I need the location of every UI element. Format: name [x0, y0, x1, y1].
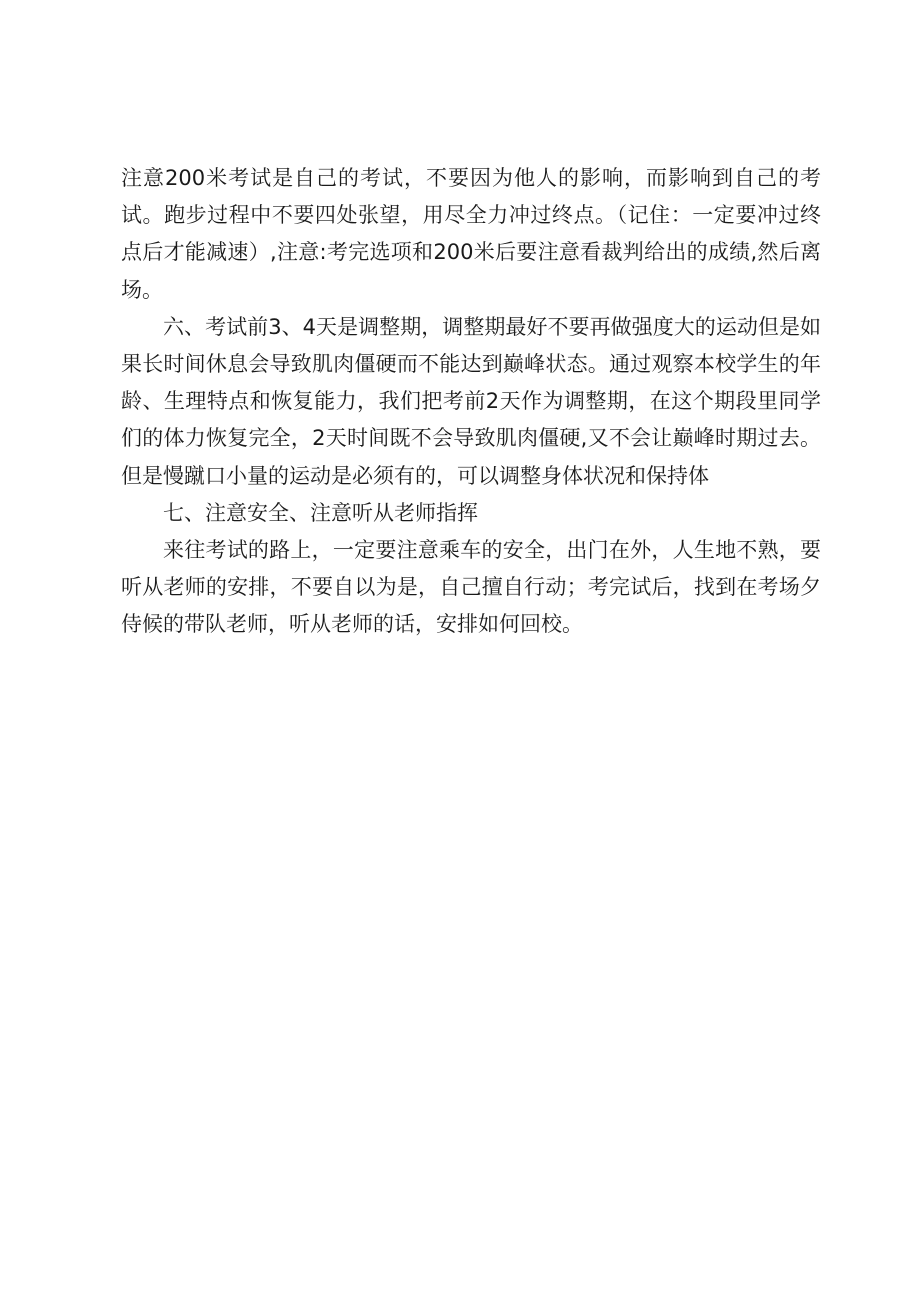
section-heading-seven: 七、注意安全、注意听从老师指挥: [163, 500, 478, 525]
paragraph-200m-notice: 注意200米考试是自己的考试，不要因为他人的影响，而影响到自己的考试。跑步过程中不要四处张望，用尽全力冲过终点。（记住：一定要冲过终点后才能减速）,注意:考完选项和200米后要注意看裁判给出的成绩,然后离场。: [121, 166, 821, 302]
document-body: [121, 160, 821, 644]
paragraph-section-six: 六、考试前3、4天是调整期，调整期最好不要再做强度大的运动但是如果长时间休息会导致肌肉僵硬而不能达到巅峰状态。通过观察本校学生的年龄、生理特点和恢复能力，我们把考前2天作为调整期，在这个期段里同学们的体力恢复完全，2天时间既不会导致肌肉僵硬,又不会让巅峰时期过去。但是慢蹴口小量的运动是必须有的，可以调整身体状况和保持体: [121, 314, 821, 488]
paragraph-safety: 来往考试的路上，一定要注意乘车的安全，出门在外，人生地不熟，要听从老师的安排，不要自以为是，自己擅自行动；考完试后，找到在考场夕侍候的带队老师，听从老师的话，安排如何回校。: [121, 538, 821, 637]
